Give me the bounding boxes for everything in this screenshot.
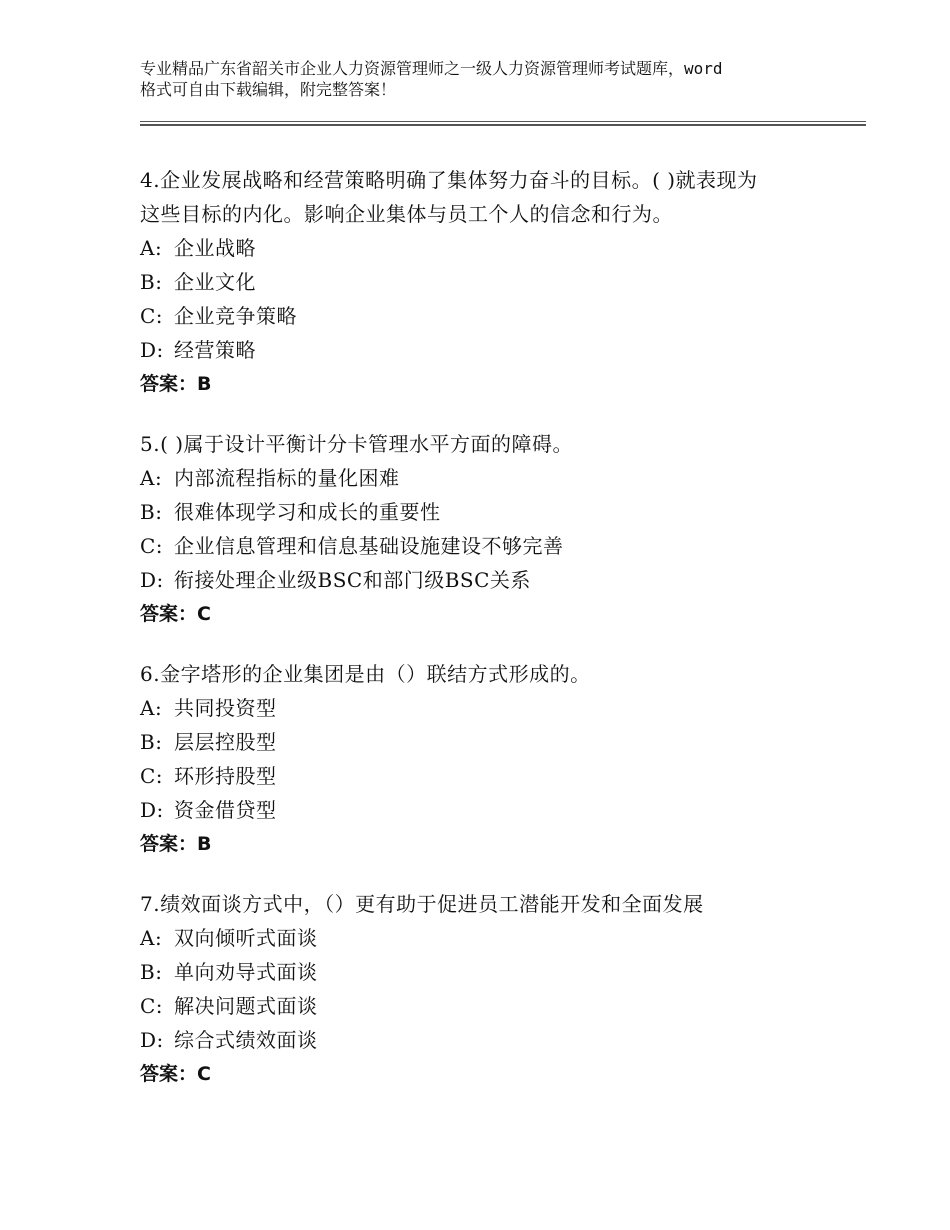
option-b: [140, 495, 840, 529]
option-text: 经营策略: [174, 338, 256, 362]
option-b: [140, 265, 840, 299]
question-stem-continued: 这些目标的内化。影响企业集体与员工个人的信念和行为。: [140, 202, 673, 226]
question-stem: 5.( )属于设计平衡计分卡管理水平方面的障碍。: [140, 432, 574, 456]
option-text: 企业竞争策略: [174, 304, 297, 328]
option-text: 很难体现学习和成长的重要性: [174, 500, 441, 524]
option-letter: B:: [140, 730, 163, 754]
option-text: 企业文化: [174, 270, 256, 294]
option-a: [140, 461, 840, 495]
option-letter: B:: [140, 960, 163, 984]
answer-label: 答案：C: [140, 1063, 211, 1085]
option-text: 内部流程指标的量化困难: [174, 466, 400, 490]
option-a: [140, 691, 840, 725]
option-text: 单向劝导式面谈: [174, 960, 318, 984]
question-list: [140, 163, 840, 1117]
question-7: [140, 887, 840, 1091]
option-d: [140, 1023, 840, 1057]
option-text: 双向倾听式面谈: [174, 926, 318, 950]
option-text: 衔接处理企业级BSC和部门级BSC关系: [174, 568, 531, 592]
option-letter: A:: [140, 466, 163, 490]
option-d: [140, 333, 840, 367]
option-text: 层层控股型: [174, 730, 277, 754]
question-stem: 7.绩效面谈方式中，（）更有助于促进员工潜能开发和全面发展: [140, 892, 704, 916]
option-text: 共同投资型: [174, 696, 277, 720]
option-letter: C:: [140, 534, 164, 558]
question-6: [140, 657, 840, 861]
option-c: [140, 299, 840, 333]
option-letter: D:: [140, 338, 164, 362]
option-text: 资金借贷型: [174, 798, 277, 822]
option-text: 综合式绩效面谈: [174, 1028, 318, 1052]
option-letter: A:: [140, 926, 163, 950]
option-letter: B:: [140, 270, 163, 294]
option-text: 解决问题式面谈: [174, 994, 318, 1018]
header-divider-thick: [140, 124, 866, 126]
option-b: [140, 955, 840, 989]
option-a: [140, 921, 840, 955]
option-c: [140, 759, 840, 793]
document-header: [140, 58, 840, 100]
answer-label: 答案：C: [140, 603, 211, 625]
question-stem: 6.金字塔形的企业集团是由（）联结方式形成的。: [140, 662, 591, 686]
header-title-line-1: 专业精品广东省韶关市企业人力资源管理师之一级人力资源管理师考试题库，word: [140, 59, 723, 78]
option-d: [140, 793, 840, 827]
option-letter: C:: [140, 304, 164, 328]
answer-label: 答案：B: [140, 833, 212, 855]
option-letter: A:: [140, 236, 163, 260]
option-d: [140, 563, 840, 597]
answer-label: 答案：B: [140, 373, 212, 395]
question-4: [140, 163, 840, 401]
header-divider-thin: [140, 121, 866, 122]
option-letter: C:: [140, 764, 164, 788]
option-c: [140, 989, 840, 1023]
option-text: 企业战略: [174, 236, 256, 260]
question-stem: 4.企业发展战略和经营策略明确了集体努力奋斗的目标。( )就表现为: [140, 168, 758, 192]
option-a: [140, 231, 840, 265]
header-title-line-2: 格式可自由下载编辑，附完整答案！: [140, 80, 397, 99]
option-letter: C:: [140, 994, 164, 1018]
question-5: [140, 427, 840, 631]
option-text: 企业信息管理和信息基础设施建设不够完善: [174, 534, 564, 558]
option-c: [140, 529, 840, 563]
option-b: [140, 725, 840, 759]
option-letter: B:: [140, 500, 163, 524]
option-letter: D:: [140, 1028, 164, 1052]
option-letter: D:: [140, 798, 164, 822]
option-letter: A:: [140, 696, 163, 720]
option-letter: D:: [140, 568, 164, 592]
option-text: 环形持股型: [174, 764, 277, 788]
